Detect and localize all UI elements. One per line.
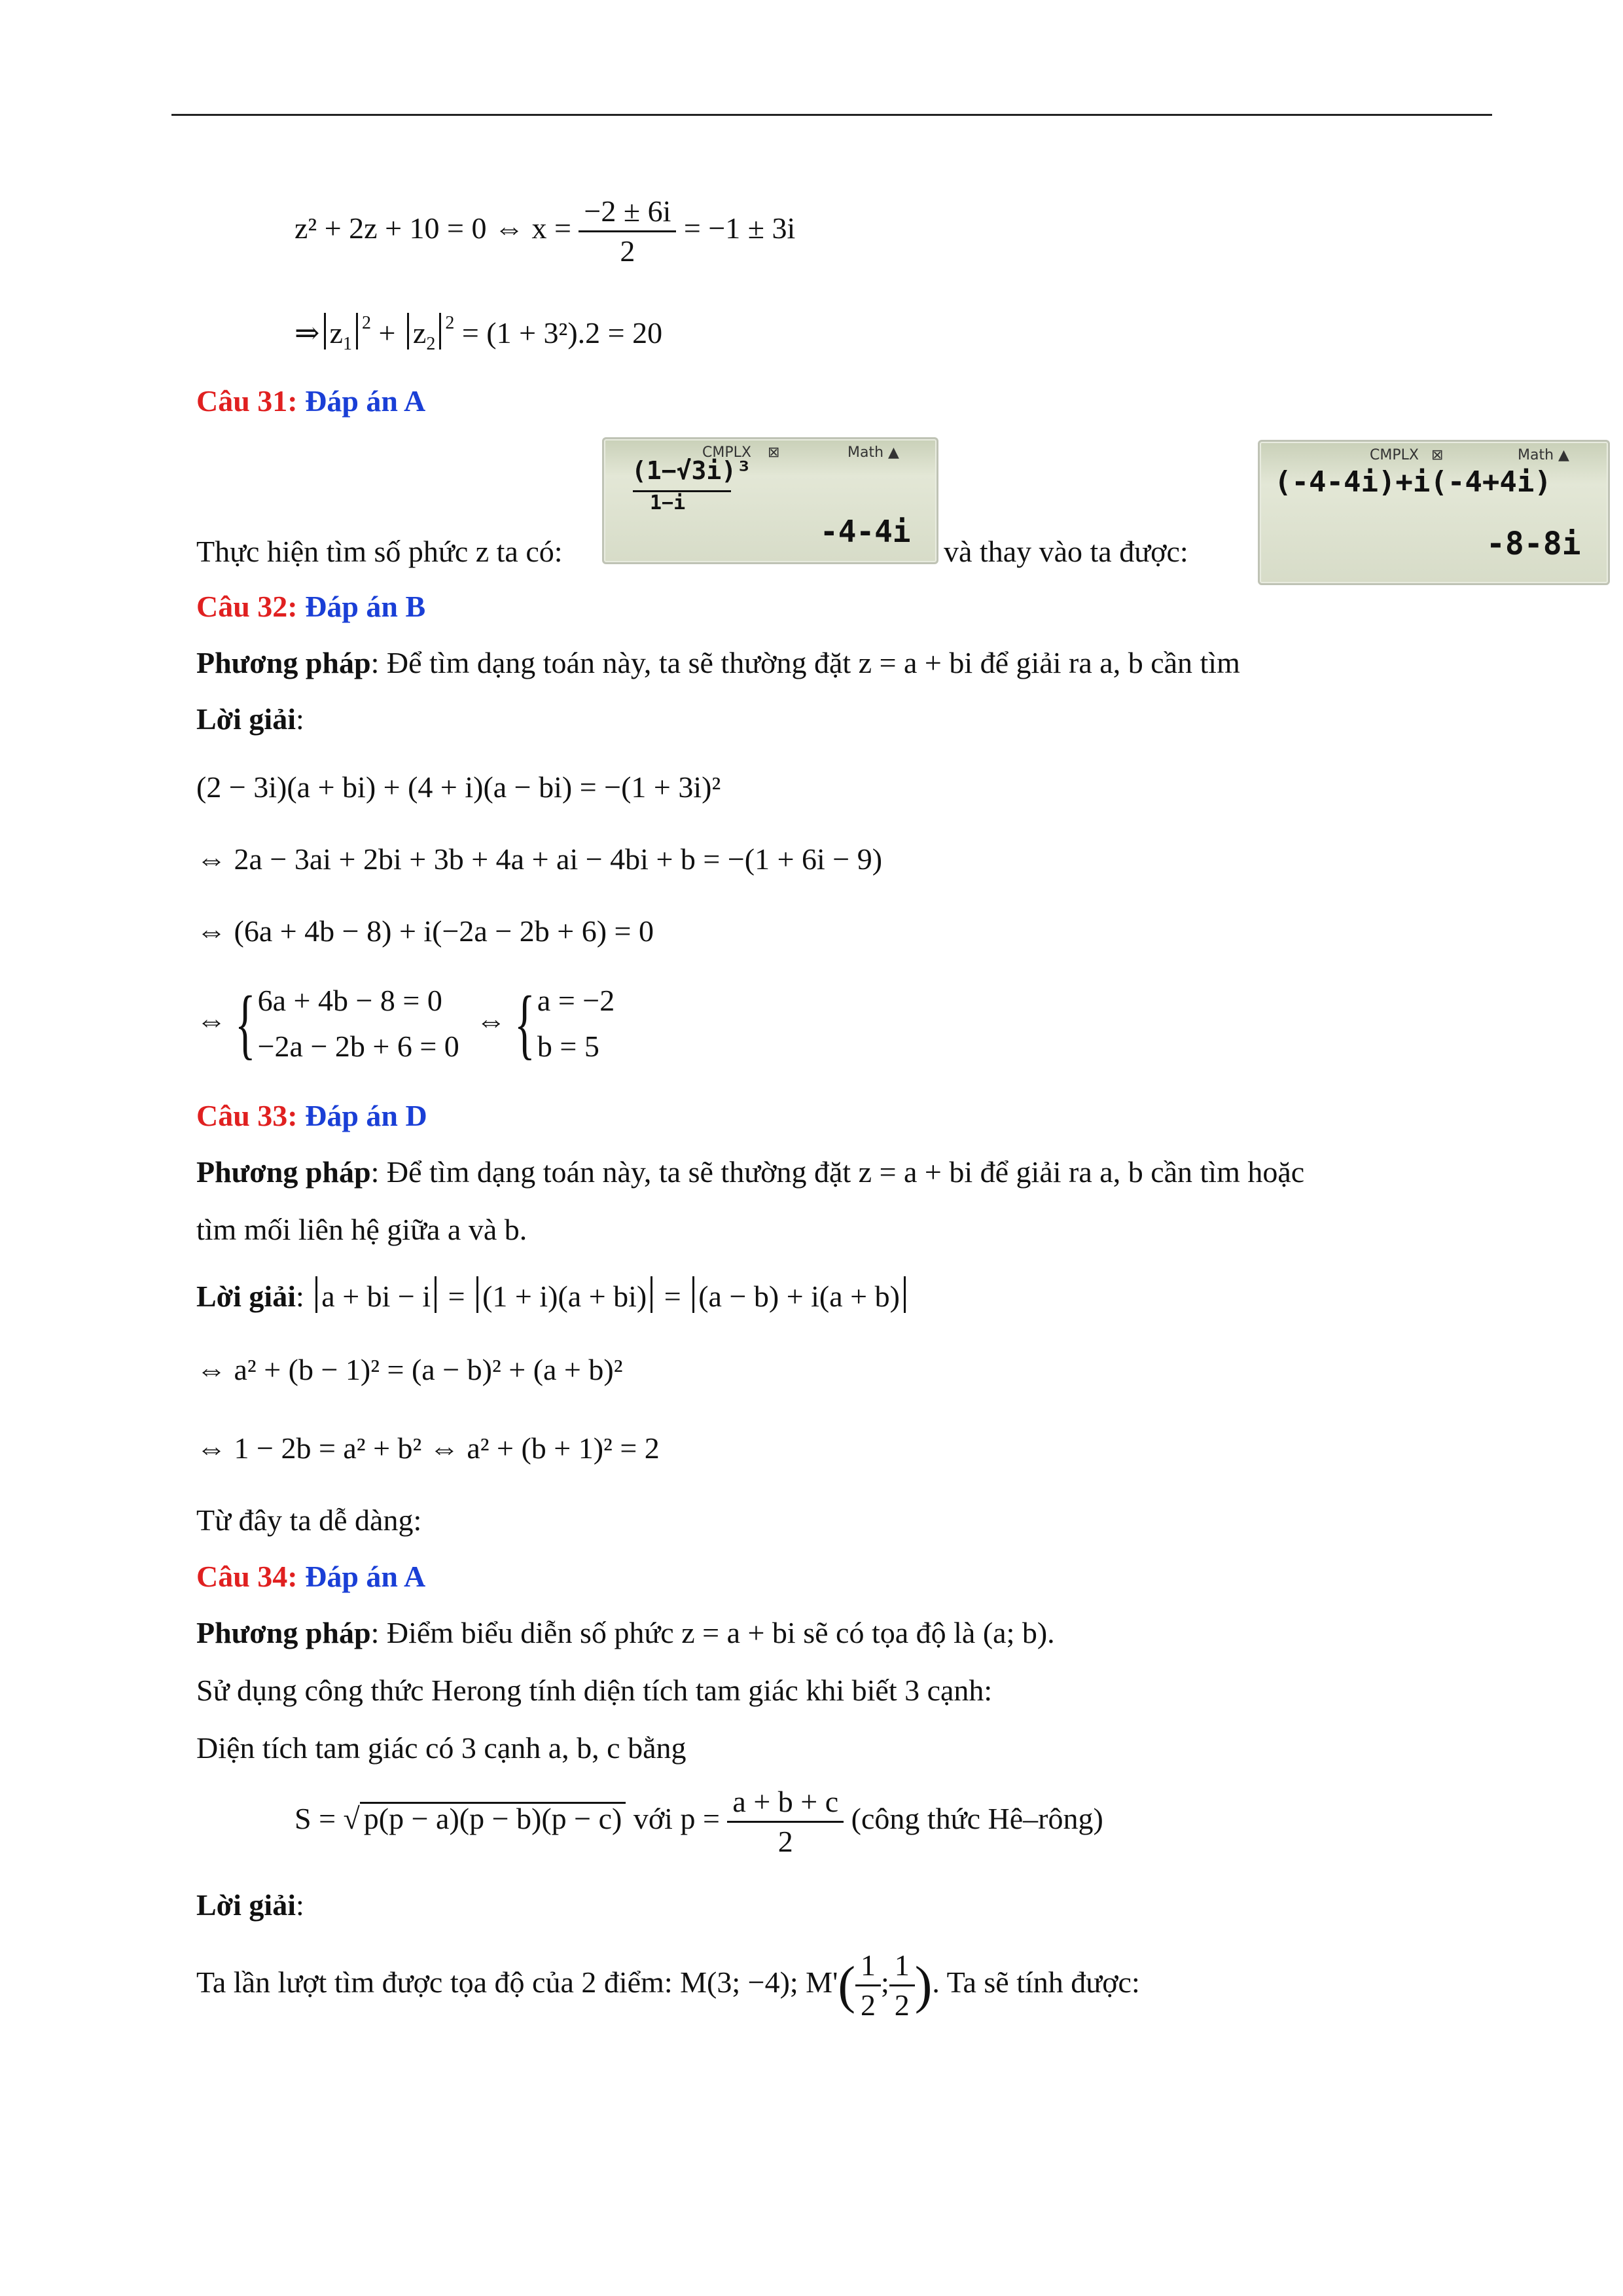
header-rule xyxy=(171,114,1492,116)
calculator-screenshot-2: CMPLX ⊠ Math ▲ (-4-4i)+i(-4+4i) -8-8i xyxy=(1258,440,1610,585)
q32-eq2: ⇔ 2a − 3ai + 2bi + 3b + 4a + ai − 4bi + b = −(1 + 6i − 9) xyxy=(196,842,883,876)
q34-text-1: Sử dụng công thức Herong tính diện tích tam giác khi biết 3 cạnh: xyxy=(196,1674,993,1707)
q32-heading: Câu 32: Đáp án B xyxy=(196,590,426,623)
q33-eq1: Lời giải: a + bi − i = (1 + i)(a + bi) = (a − b) + i(a + b) xyxy=(196,1276,910,1313)
q33-eq3: ⇔ 1 − 2b = a² + b² ⇔ a² + (b + 1)² = 2 xyxy=(196,1431,660,1465)
q34-heading: Câu 34: Đáp án A xyxy=(196,1560,426,1593)
q33-heading: Câu 33: Đáp án D xyxy=(196,1099,427,1132)
q32-method: Phương pháp: Để tìm dạng toán này, ta sẽ thường đặt z = a + bi để giải ra a, b cần tìm xyxy=(196,646,1240,679)
q33-method-2: tìm mối liên hệ giữa a và b. xyxy=(196,1213,527,1246)
q32-solution-label: Lời giải: xyxy=(196,702,304,736)
q33-method: Phương pháp: Để tìm dạng toán này, ta sẽ thường đặt z = a + bi để giải ra a, b cần tìm hoặc xyxy=(196,1155,1305,1189)
q34-text-3: Ta lần lượt tìm được tọa độ của 2 điểm: M(3; −4); M'( $\frac{1}{2}$ ; $\frac{1}{2}$ ). Ta sẽ tính được: xyxy=(196,1948,1140,2022)
q31-text-b: và thay vào ta được: xyxy=(944,535,1188,568)
eq-modulus-sum: ⇒ $z_1^2 + z_2^2 = (1 + 3^2).2 = 20$ xyxy=(294,313,663,354)
q34-method: Phương pháp: Điểm biểu diễn số phức z = a + bi sẽ có tọa độ là (a; b). xyxy=(196,1616,1055,1649)
q32-eq3: ⇔ (6a + 4b − 8) + i(−2a − 2b + 6) = 0 xyxy=(196,914,654,948)
q34-solution-label: Lời giải: xyxy=(196,1888,304,1922)
q31-text-a: Thực hiện tìm số phức z ta có: xyxy=(196,535,563,568)
q34-heron-formula: S = √ p(p − a)(p − b)(p − c) với p = $\frac{a + b + c}{2}$ (công thức Hê–rông) xyxy=(294,1785,1103,1858)
q33-eq2: ⇔ a² + (b − 1)² = (a − b)² + (a + b)² xyxy=(196,1353,623,1386)
q33-text: Từ đây ta dễ dàng: xyxy=(196,1503,422,1537)
q31-heading: Câu 31: Đáp án A xyxy=(196,384,426,418)
eq-quadratic: z² + 2z + 10 = 0 ⇔ x = $\frac{-2 \pm 6i}{2}$ = −1 ± 3i xyxy=(294,194,796,268)
q34-text-2: Diện tích tam giác có 3 cạnh a, b, c bằng xyxy=(196,1731,687,1765)
q32-eq1: (2 − 3i)(a + bi) + (4 + i)(a − bi) = −(1 + 3i)² xyxy=(196,770,721,804)
calculator-screenshot-1: CMPLX ⊠ Math ▲ (1−√3i)³ 1−i -4-4i xyxy=(602,437,938,564)
q32-system: ⇔ {6a + 4b − 8 = 0 −2a − 2b + 6 = 0 ⇔ {a = −2 b = 5 xyxy=(196,980,615,1067)
